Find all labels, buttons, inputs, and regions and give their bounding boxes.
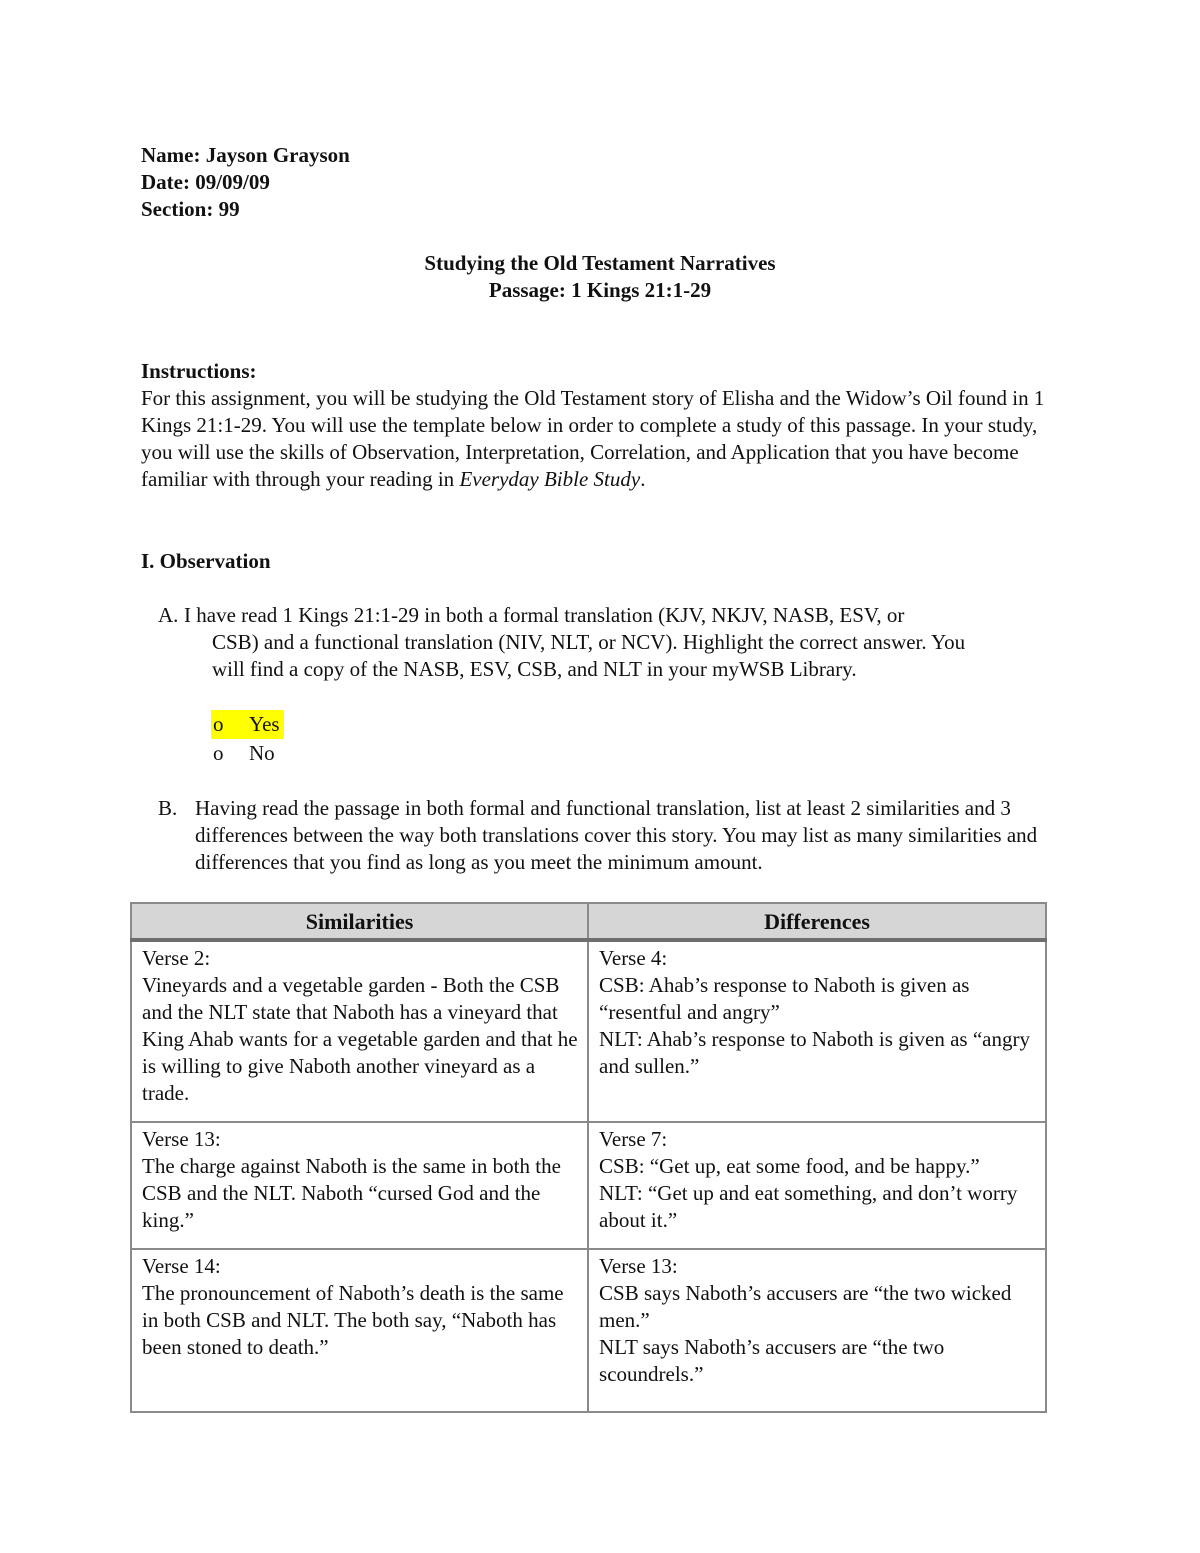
item-b bbox=[158, 795, 1068, 876]
similarity-cell[interactable] bbox=[131, 1122, 588, 1249]
option-bullet: o bbox=[213, 712, 224, 736]
similarity-text: Vineyards and a vegetable garden - Both the CSB and the NLT state that Naboth has a vineyard that King Ahab wants for a vegetable garden and that he is willing to give Naboth another vineyard as a trade. bbox=[142, 973, 578, 1105]
instructions-text: For this assignment, you will be studying the Old Testament story of Elisha and the Widow’s Oil found in 1 Kings 21:1-29. You will use the template below in order to complete a study of this passage. In your study, you will use the skills of Observation, Interpretation, Correlation, and Application that you have become familiar with through your reading in bbox=[141, 386, 1045, 491]
observation-heading: I. Observation bbox=[141, 549, 271, 573]
similarity-cell[interactable] bbox=[131, 1249, 588, 1412]
instructions-section bbox=[141, 358, 1061, 493]
comparison-table bbox=[130, 902, 1047, 1413]
book-title: Everyday Bible Study bbox=[459, 467, 641, 491]
item-a-line1: I have read 1 Kings 21:1-29 in both a formal translation (KJV, NKJV, NASB, ESV, or bbox=[184, 603, 905, 627]
title-passage: Passage: 1 Kings 21:1-29 bbox=[488, 278, 712, 302]
similarity-verse: Verse 13: bbox=[142, 1127, 221, 1151]
student-section: Section: 99 bbox=[141, 197, 240, 221]
title-main: Studying the Old Testament Narratives bbox=[424, 251, 776, 275]
option-label: No bbox=[249, 741, 275, 765]
item-b-marker: B. bbox=[158, 796, 178, 820]
difference-verse: Verse 7: bbox=[599, 1127, 668, 1151]
header-differences: Differences bbox=[588, 903, 1046, 940]
header-similarities: Similarities bbox=[131, 903, 588, 940]
item-a-line2: CSB) and a functional translation (NIV, NLT, or NCV). Highlight the correct answer. You bbox=[212, 630, 966, 654]
student-date: Date: 09/09/09 bbox=[141, 170, 270, 194]
document-title bbox=[0, 250, 1200, 304]
difference-nlt: NLT: Ahab’s response to Naboth is given as “angry and sullen.” bbox=[599, 1027, 1030, 1078]
item-b-text: Having read the passage in both formal and functional translation, list at least 2 similarities and 3 differences between the way both translations cover this story. You may list as many similarities and differences that you find as long as you meet the minimum amount. bbox=[195, 796, 1038, 874]
similarity-text: The charge against Naboth is the same in both the CSB and the NLT. Naboth “cursed God and the king.” bbox=[142, 1154, 561, 1232]
table-header-row bbox=[131, 903, 1046, 940]
student-info bbox=[141, 142, 350, 223]
similarity-text: The pronouncement of Naboth’s death is the same in both CSB and NLT. The both say, “Naboth has been stoned to death.” bbox=[142, 1281, 564, 1359]
option-row-yes bbox=[211, 710, 284, 739]
similarity-verse: Verse 2: bbox=[142, 946, 211, 970]
option-label: Yes bbox=[249, 712, 280, 736]
table-row bbox=[131, 940, 1046, 1122]
similarity-cell[interactable] bbox=[131, 940, 588, 1122]
difference-nlt: NLT says Naboth’s accusers are “the two scoundrels.” bbox=[599, 1335, 945, 1386]
difference-verse: Verse 13: bbox=[599, 1254, 678, 1278]
item-a-line3: will find a copy of the NASB, ESV, CSB, and NLT in your myWSB Library. bbox=[212, 657, 857, 681]
option-yes[interactable] bbox=[211, 710, 284, 739]
difference-cell[interactable] bbox=[588, 940, 1046, 1122]
student-name: Name: Jayson Grayson bbox=[141, 143, 350, 167]
item-a-marker: A. bbox=[158, 603, 179, 627]
difference-csb: CSB says Naboth’s accusers are “the two wicked men.” bbox=[599, 1281, 1012, 1332]
option-bullet: o bbox=[213, 741, 224, 765]
instructions-label: Instructions: bbox=[141, 359, 257, 383]
difference-nlt: NLT: “Get up and eat something, and don’t worry about it.” bbox=[599, 1181, 1018, 1232]
similarity-verse: Verse 14: bbox=[142, 1254, 221, 1278]
answer-options bbox=[211, 710, 284, 768]
instructions-body bbox=[141, 385, 1061, 493]
option-no[interactable] bbox=[211, 739, 284, 768]
item-a bbox=[158, 602, 1078, 683]
difference-cell[interactable] bbox=[588, 1249, 1046, 1412]
difference-verse: Verse 4: bbox=[599, 946, 668, 970]
difference-csb: CSB: Ahab’s response to Naboth is given as “resentful and angry” bbox=[599, 973, 970, 1024]
table-row bbox=[131, 1249, 1046, 1412]
difference-csb: CSB: “Get up, eat some food, and be happy.” bbox=[599, 1154, 980, 1178]
instructions-end: . bbox=[640, 467, 646, 491]
table-row bbox=[131, 1122, 1046, 1249]
difference-cell[interactable] bbox=[588, 1122, 1046, 1249]
